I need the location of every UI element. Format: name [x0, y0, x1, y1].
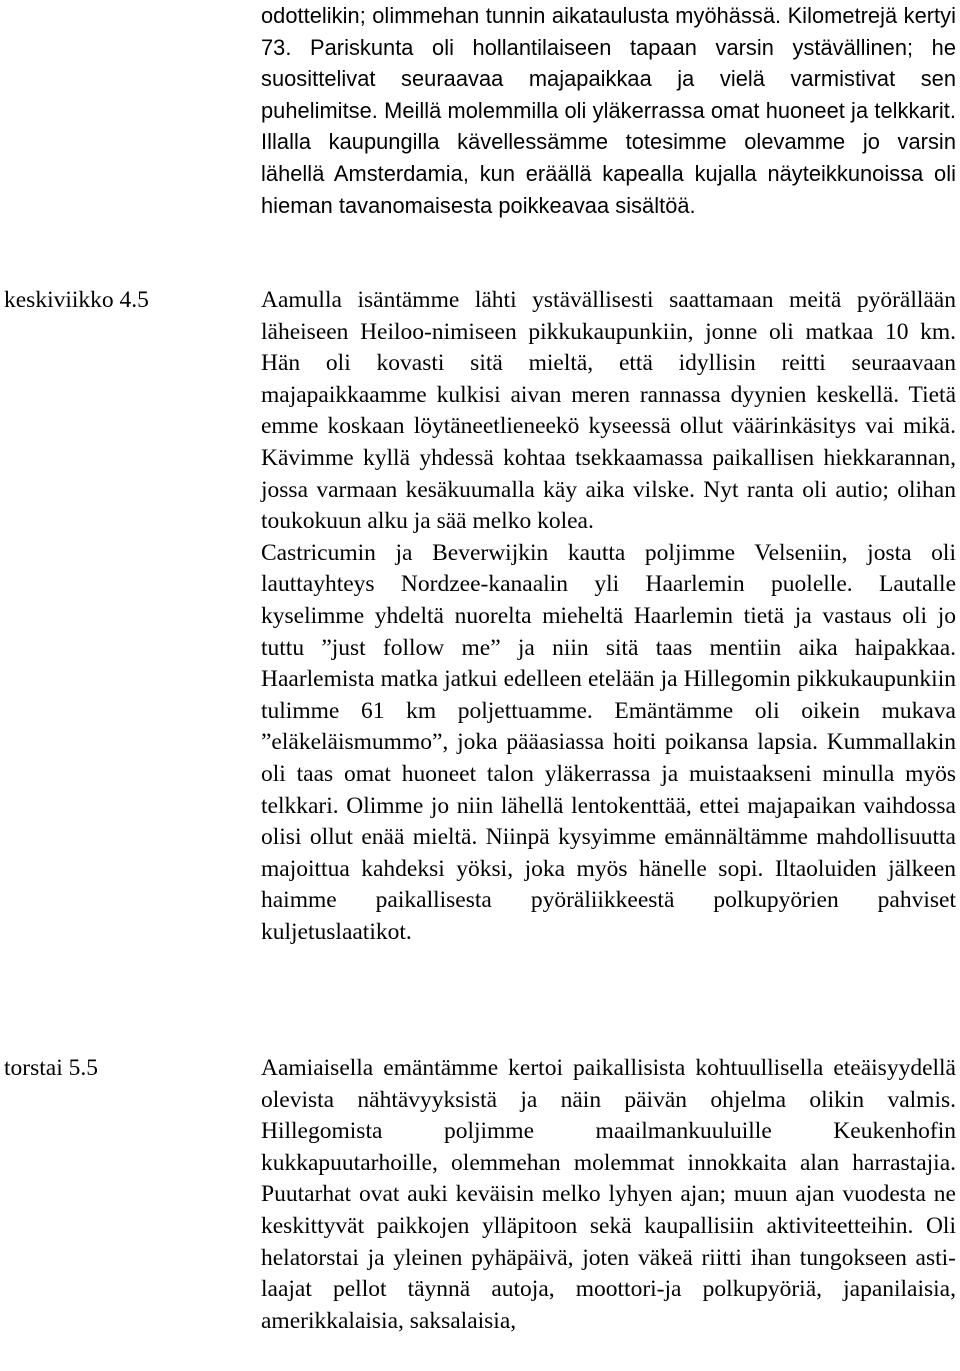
entry-date-label: keskiviikko 4.5 — [4, 287, 149, 313]
paragraph: Castricumin ja Beverwijkin kautta poljimme Velseniin, josta oli lauttayhteys Nordzee-kanaalin yli Haarlemin puolelle. Lautalle kyselimme yhdeltä nuorelta mieheltä Haarlemin tietä ja vastaus oli jo tuttu ”just follow me” ja niin sitä taas mentiin aika haipakkaa. Haarlemista matka jatkui edelleen etelään ja Hillegomin pikkukaupunkiin tulimme 61 km poljettuamme. Emäntämme oli oikein mukava ”eläkeläismummo”, joka pääasiassa hoiti poikansa lapsia. Kummallakin oli taas omat huoneet talon yläkerrassa ja muistaakseni minulla myös telkkari. Olimme jo niin lähellä lentokenttää, ettei majapaikan vaihdossa olisi ollut enää mieltä. Niinpä kysyimme emännältämme mahdollisuutta majoittua kahdeksi yöksi, joka myös hänelle sopi. Iltaoluiden jälkeen haimme paikallisesta pyöräliikkeestä polkupyörien pahviset kuljetuslaatikot. — [261, 539, 956, 945]
paragraph: odottelikin; olimmehan tunnin aikataulusta myöhässä. Kilometrejä kertyi 73. Pariskunta oli hollantilaiseen tapaan varsin ystävällinen; he suosittelivat seuraavaa majapaikkaa ja vielä varmistivat sen puhelimitse. Meillä molemmilla oli yläkerrassa omat huoneet ja telkkarit. Illalla kaupungilla kävellessämme totesimme olevamme jo varsin lähellä Amsterdamia, kun eräällä kapealla kujalla näyteikkunoissa oli hieman tavanomaisesta poikkeavaa sisältöä. — [261, 3, 956, 218]
entry-text — [261, 1053, 956, 1337]
entry-text — [261, 0, 956, 221]
paragraph: Aamiaisella emäntämme kertoi paikallisista kohtuullisella eteäisyydellä olevista nähtävyyksistä ja näin päivän ohjelma olikin valmis. Hillegomista poljimme maailmankuuluille Keukenhofin kukkapuutarhoille, olemmehan molemmat innokkaita alan harrastajia. Puutarhat ovat auki keväisin melko lyhyen ajan; muun ajan vuodesta ne keskittyvät paikkojen ylläpitoon sekä kaupallisiin aktiviteetteihin. Oli helatorstai ja yleinen pyhäpäivä, joten väkeä riitti ihan tungokseen asti-laajat pellot täynnä autoja, moottori-ja polkupyöriä, japanilaisia, amerikkalaisia, saksalaisia, — [261, 1055, 956, 1334]
paragraph: Aamulla isäntämme lähti ystävällisesti saattamaan meitä pyörällään läheiseen Heiloo-nimiseen pikkukaupunkiin, jonne oli matkaa 10 km. Hän oli kovasti sitä mieltä, että idyllisin reitti seuraavaan majapaikkaamme kulkisi aivan meren rannassa dyynien keskellä. Tietä emme koskaan löytäneetlieneekö kyseessä ollut väärinkäsitys vai mikä. Kävimme kyllä yhdessä kohtaa tsekkaamassa paikallisen hiekkarannan, jossa varmaan kesäkuumalla käy aika vilske. Nyt ranta oli autio; olihan toukokuun alku ja sää melko kolea. — [261, 287, 956, 535]
entry-text — [261, 285, 956, 948]
entry-date-label: torstai 5.5 — [4, 1055, 98, 1081]
